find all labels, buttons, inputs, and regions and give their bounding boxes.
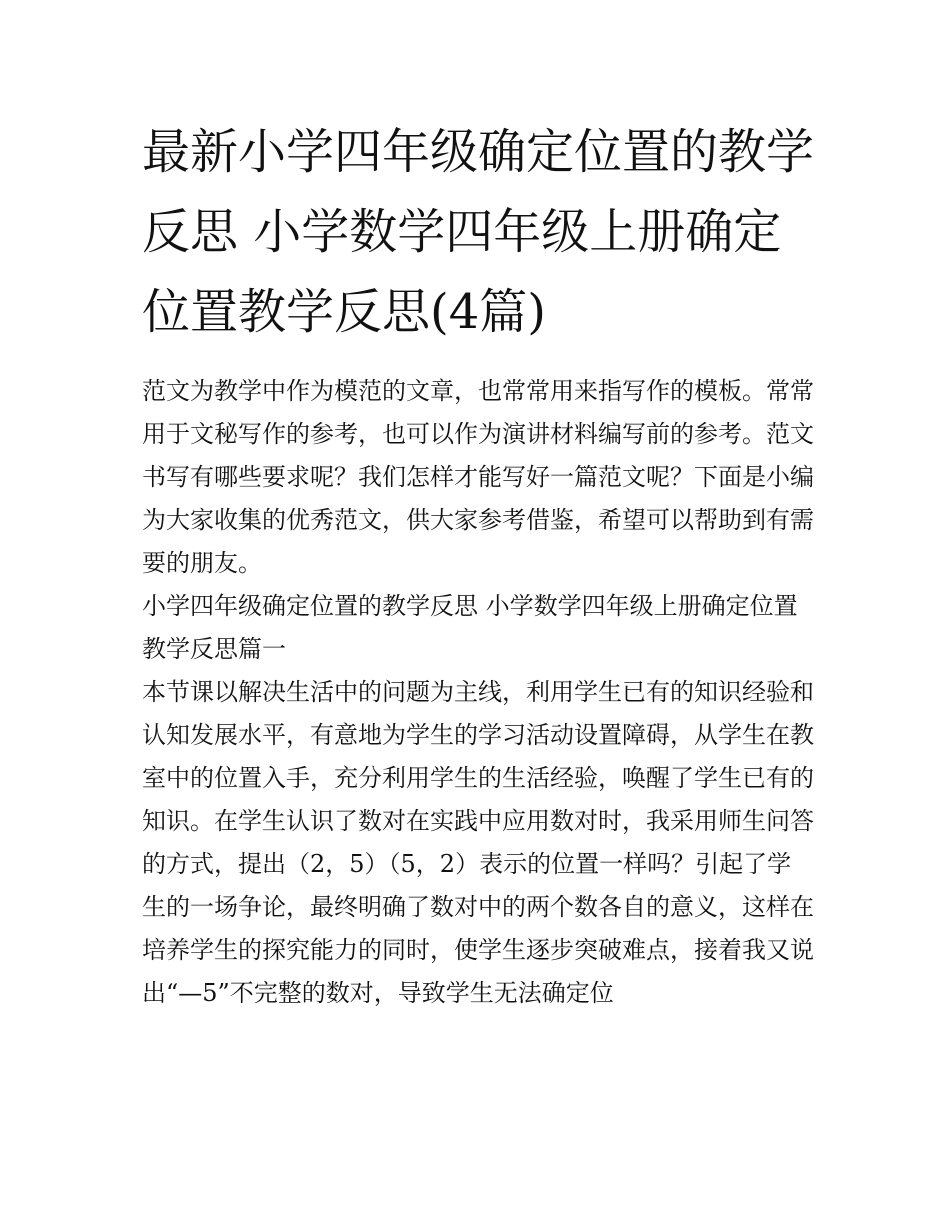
intro-paragraph: 范文为教学中作为模范的文章，也常常用来指写作的模板。常常用于文秘写作的参考，也可以作为演讲材料编写前的参考。范文书写有哪些要求呢？我们怎样才能写好一篇范文呢？下面是小编为大家收集的优秀范文，供大家参考借鉴，希望可以帮助到有需要的朋友。	[142, 377, 814, 577]
document-content	[142, 112, 814, 1015]
document-title: 最新小学四年级确定位置的教学反思 小学数学四年级上册确定位置教学反思(4篇)	[142, 124, 815, 340]
body-paragraph: 本节课以解决生活中的问题为主线，利用学生已有的知识经验和认知发展水平，有意地为学生的学习活动设置障碍，从学生在教室中的位置入手，充分利用学生的生活经验，唤醒了学生已有的知识。在学生认识了数对在实践中应用数对时，我采用师生问答的方式，提出（2，5）（5，2）表示的位置一样吗？引起了学生的一场争论，最终明确了数对中的两个数各自的意义，这样在培养学生的探究能力的同时，使学生逐步突破难点，接着我又说出“—5”不完整的数对，导致学生无法确定位	[142, 678, 814, 1007]
section-heading: 小学四年级确定位置的教学反思 小学数学四年级上册确定位置教学反思篇一	[142, 592, 798, 663]
